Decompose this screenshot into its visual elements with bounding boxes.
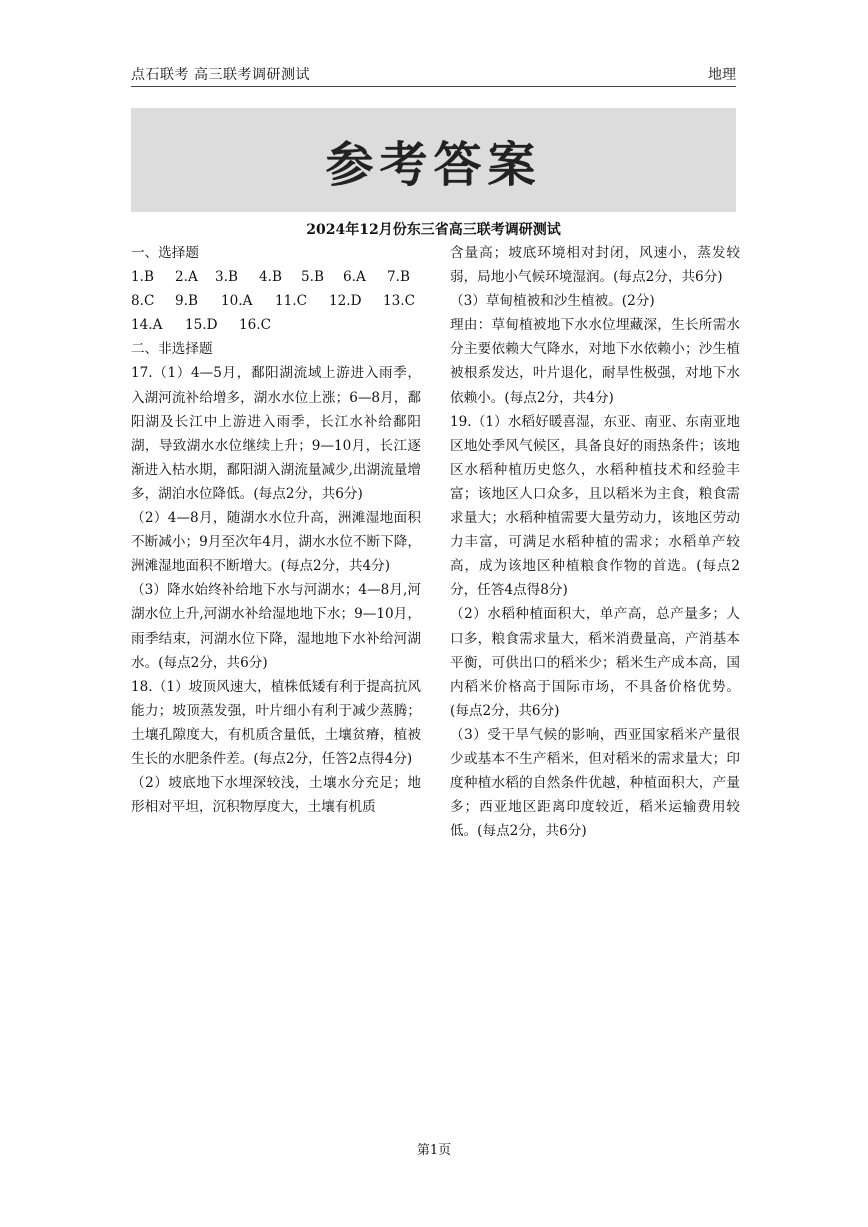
right-column — [450, 241, 740, 843]
answer-18-3: （3）草甸植被和沙生植被。(2分) — [450, 293, 655, 310]
answer-17-1: 17.（1）4—5月，鄱阳湖流域上游进入雨季，入湖河流补给增多，湖水水位上涨；6—8月，鄱阳湖及长江中上游进入雨季，长江水补给鄱阳湖，导致湖水水位继续上升；9—10月，长江逐渐进入枯水期，鄱阳湖入湖流量减少,出湖流量增多，湖泊水位降低。(每点2分，共6分) — [131, 365, 421, 502]
answer-18-1: 18.（1）坡顶风速大，植株低矮有利于提高抗风能力；坡顶蒸发强，叶片细小有利于减少蒸腾；土壤孔隙度大，有机质含量低，土壤贫瘠，植被生长的水肥条件差。(每点2分，任答2点得4分) — [131, 678, 421, 767]
mc-answer: 10.A — [221, 293, 253, 310]
mc-answer: 6.A — [343, 269, 366, 286]
mc-answer: 2.A — [175, 269, 198, 286]
answer-19-2: （2）水稻种植面积大，单产高，总产量多；人口多，粮食需求量大，稻米消费量高，产消基本平衡，可供出口的稻米少；稻米生产成本高，国内稻米价格高于国际市场，不具备价格优势。(每点2分，共6分) — [450, 606, 740, 719]
mc-answer: 16.C — [239, 317, 272, 334]
mc-answer: 3.B — [215, 269, 238, 286]
mc-answer: 11.C — [275, 293, 308, 310]
answer-18-2-end: 含量高；坡底环境相对封闭，风速小，蒸发较弱，局地小气候环境湿润。(每点2分，共6分) — [450, 245, 740, 286]
header-divider — [131, 86, 736, 87]
mc-answer: 15.D — [185, 317, 218, 334]
exam-title: 2024年12月份东三省高三联考调研测试 — [306, 222, 561, 238]
mc-answer: 4.B — [259, 269, 282, 286]
answer-17-2: （2）4—8月，随湖水水位升高，洲滩湿地面积不断减小；9月至次年4月，湖水水位不断下降，洲滩湿地面积不断增大。(每点2分，共4分) — [131, 510, 421, 575]
section-heading-choice: 一、选择题 — [131, 245, 199, 261]
mc-answer-row — [131, 289, 421, 313]
answer-19-1: 19.（1）水稻好暖喜湿，东亚、南亚、东南亚地区地处季风气候区，具备良好的雨热条件；该地区水稻种植历史悠久，水稻种植技术和经验丰富；该地区人口众多，且以稻米为主食，粮食需求量大；水稻种植需要大量劳动力，该地区劳动力丰富，可满足水稻种植的需求；水稻单产较高，成为该地区种植粮食作物的首选。(每点2分，任答4点得8分) — [450, 413, 740, 599]
answer-18-2-start: （2）坡底地下水埋深较浅，土壤水分充足；地形相对平坦，沉积物厚度大，土壤有机质 — [131, 775, 421, 816]
mc-answer-row — [131, 313, 421, 337]
mc-answer: 1.B — [131, 269, 154, 286]
mc-answer: 12.D — [329, 293, 362, 310]
answer-19-3: （3）受干旱气候的影响，西亚国家稻米产量很少或基本不生产稻米，但对稻米的需求量大；印度种植水稻的自然条件优越，种植面积大，产量多；西亚地区距离印度较近，稻米运输费用较低。(每点2分，共6分) — [450, 726, 740, 840]
answer-18-3-reason: 理由：草甸植被地下水水位埋藏深，生长所需水分主要依赖大气降水，对地下水依赖小；沙生植被根系发达，叶片退化，耐旱性极强，对地下水依赖小。(每点2分，共4分) — [450, 317, 740, 406]
left-column — [131, 241, 421, 819]
page-number: 第1页 — [416, 1143, 452, 1158]
answer-17-3: （3）降水始终补给地下水与河湖水；4—8月,河湖水位上升,河湖水补给湿地地下水；9—10月，雨季结束，河湖水位下降，湿地地下水补给河湖水。(每点2分，共6分) — [131, 582, 421, 671]
header-left-text: 点石联考 高三联考调研测试 — [131, 67, 310, 83]
mc-answer: 7.B — [387, 269, 410, 286]
mc-answer: 5.B — [301, 269, 324, 286]
title-banner — [131, 108, 736, 212]
mc-answer: 9.B — [175, 293, 198, 310]
banner-title: 参考答案 — [325, 136, 542, 193]
section-heading-nonchoice: 二、非选择题 — [131, 341, 213, 358]
mc-answer: 14.A — [131, 317, 163, 334]
mc-answer: 13.C — [383, 293, 416, 310]
mc-answer-row — [131, 265, 421, 289]
mc-answer: 8.C — [131, 293, 155, 310]
header-subject: 地理 — [708, 67, 736, 83]
